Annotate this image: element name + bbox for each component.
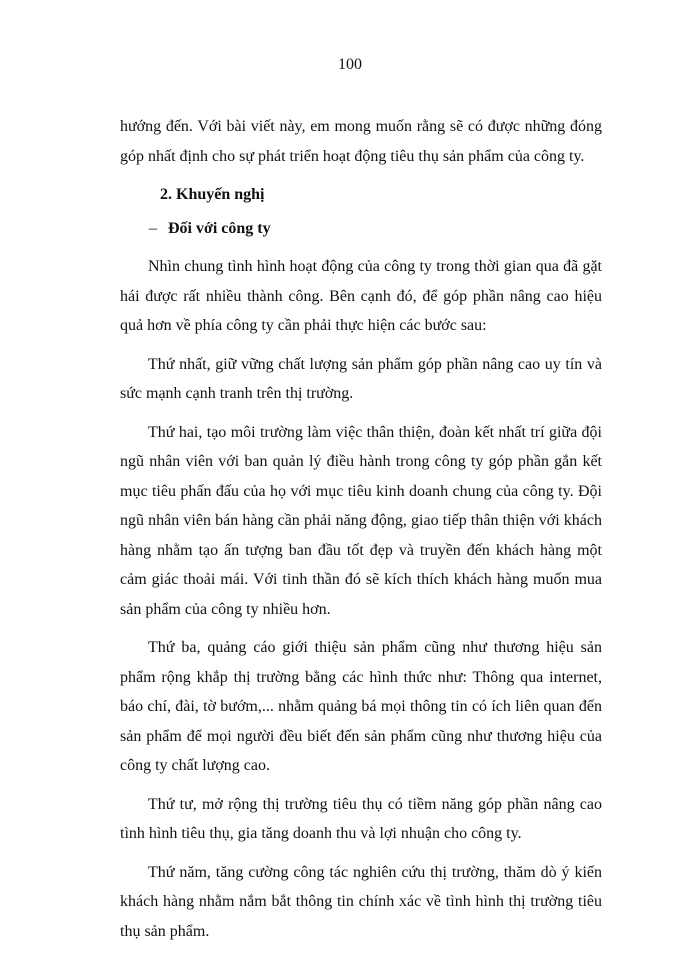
subsection-title: Đối với công ty — [168, 219, 271, 237]
paragraph-fifth-measure: Thứ năm, tăng cường công tác nghiên cứu thị trường, thăm dò ý kiến khách hàng nhằm nắm bắt thông tin chính xác về tình hình thị trường tiêu thụ sản phẩm. — [120, 863, 602, 940]
dash-bullet: – — [149, 219, 157, 237]
section-heading: 2. Khuyến nghị — [160, 186, 265, 203]
paragraph-first-measure: Thứ nhất, giữ vững chất lượng sản phẩm góp phần nâng cao uy tín và sức mạnh cạnh tranh trên thị trường. — [120, 355, 602, 402]
paragraph-second-measure: Thứ hai, tạo môi trường làm việc thân thiện, đoàn kết nhất trí giữa đội ngũ nhân viên với ban quản lý điều hành trong công ty góp phần gắn kết mục tiêu phấn đấu của họ với mục tiêu kinh doanh chung của công ty. Đội ngũ nhân viên bán hàng cần phải năng động, giao tiếp thân thiện với khách hàng nhằm tạo ấn tượng ban đầu tốt đẹp và truyền đến khách hàng một cảm giác thoải mái. Với tinh thần đó sẽ kích thích khách hàng muốn mua sản phẩm của công ty nhiều hơn. — [120, 423, 602, 618]
subsection-heading — [149, 214, 602, 244]
paragraph-third-measure: Thứ ba, quảng cáo giới thiệu sản phẩm cũng như thương hiệu sản phẩm rộng khắp thị trường bằng các hình thức như: Thông qua internet, báo chí, đài, tờ bướm,... nhằm quảng bá mọi thông tin có ích liên quan đến sản phẩm để mọi người đều biết đến sản phẩm cũng như thương hiệu của công ty chất lượng cao. — [120, 639, 602, 774]
page-content — [120, 112, 602, 955]
page-number: 100 — [338, 56, 362, 73]
paragraph-overview: Nhìn chung tình hình hoạt động của công ty trong thời gian qua đã gặt hái được rất nhiều thành công. Bên cạnh đó, để góp phần nâng cao hiệu quả hơn về phía công ty cần phải thực hiện các bước sau: — [120, 258, 602, 334]
intro-paragraph: hướng đến. Với bài viết này, em mong muốn rằng sẽ có được những đóng góp nhất định cho sự phát triển hoạt động tiêu thụ sản phẩm của công ty. — [120, 118, 602, 165]
paragraph-fourth-measure: Thứ tư, mở rộng thị trường tiêu thụ có tiềm năng góp phần nâng cao tình hình tiêu thụ, gia tăng doanh thu và lợi nhuận cho công ty. — [120, 795, 602, 842]
